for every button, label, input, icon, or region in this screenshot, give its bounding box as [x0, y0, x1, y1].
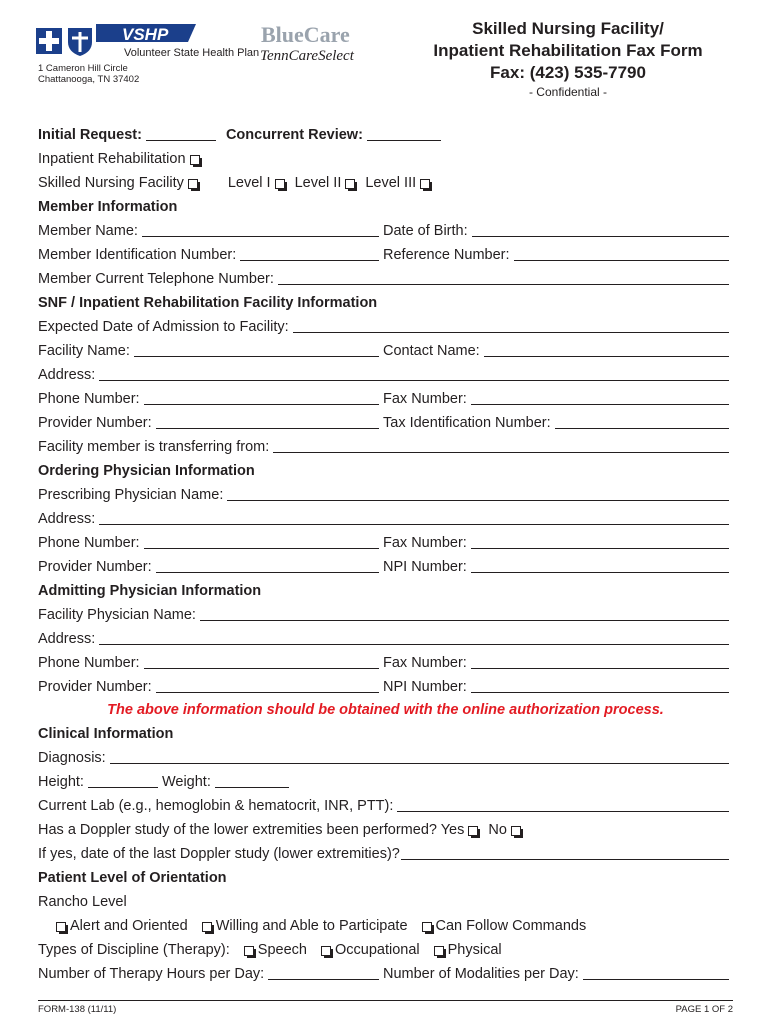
facility-heading: SNF / Inpatient Rehabilitation Facility Information	[38, 295, 378, 311]
reference-group	[383, 246, 733, 263]
contact-label: Contact Name:	[383, 343, 480, 359]
facility-address-row	[38, 359, 733, 383]
member-id-group	[38, 246, 383, 263]
rancho-options-row	[38, 910, 747, 934]
physical-label: Physical	[447, 942, 502, 958]
level1-checkbox[interactable]	[275, 179, 285, 189]
facility-provider-row	[38, 407, 733, 431]
admitting-phone-row	[38, 647, 733, 671]
dob-group	[383, 222, 733, 239]
admitting-provider-label: Provider Number:	[38, 679, 152, 695]
height-field[interactable]	[88, 773, 158, 788]
therapy-hours-field[interactable]	[268, 965, 379, 980]
facility-name-label: Facility Name:	[38, 343, 130, 359]
modalities-label: Number of Modalities per Day:	[383, 966, 579, 982]
admission-field[interactable]	[293, 318, 729, 333]
member-id-label: Member Identification Number:	[38, 247, 237, 263]
facility-fax-group	[383, 390, 733, 407]
member-name-label: Member Name:	[38, 223, 138, 239]
member-id-row	[38, 239, 733, 263]
willing-checkbox[interactable]	[202, 922, 212, 932]
height-weight-row	[38, 766, 733, 790]
member-name-field[interactable]	[142, 222, 379, 237]
facility-name-field[interactable]	[134, 342, 379, 357]
alert-checkbox[interactable]	[56, 922, 66, 932]
doppler-no-checkbox[interactable]	[511, 826, 521, 836]
commands-checkbox[interactable]	[422, 922, 432, 932]
reference-label: Reference Number:	[383, 247, 510, 263]
facility-phone-row	[38, 383, 733, 407]
ordering-name-field[interactable]	[227, 486, 729, 501]
initial-request-label: Initial Request:	[38, 127, 142, 143]
plan-name: Volunteer State Health Plan	[124, 47, 260, 59]
admitting-name-label: Facility Physician Name:	[38, 607, 196, 623]
therapy-hours-group	[38, 965, 383, 982]
admitting-provider-row	[38, 671, 733, 695]
plan-address	[38, 63, 139, 85]
modalities-field[interactable]	[583, 965, 729, 980]
physical-checkbox[interactable]	[434, 946, 444, 956]
inpatient-rehab-checkbox[interactable]	[190, 155, 200, 165]
doppler-label: Has a Doppler study of the lower extremities been performed? Yes	[38, 822, 465, 838]
occupational-label: Occupational	[334, 942, 420, 958]
doppler-date-row	[38, 838, 733, 862]
initial-request-field[interactable]	[146, 126, 216, 141]
facility-fax-label: Fax Number:	[383, 391, 467, 407]
admission-label: Expected Date of Admission to Facility:	[38, 319, 289, 335]
rancho-row	[38, 886, 733, 910]
discipline-row	[38, 934, 733, 958]
transfer-row	[38, 431, 733, 455]
admitting-fax-field[interactable]	[471, 654, 729, 669]
ordering-fax-label: Fax Number:	[383, 535, 467, 551]
tax-id-label: Tax Identification Number:	[383, 415, 551, 431]
admitting-address-label: Address:	[38, 631, 96, 647]
dob-field[interactable]	[472, 222, 729, 237]
ordering-provider-group	[38, 558, 383, 575]
fax-number-title: Fax: (423) 535-7790	[490, 63, 646, 82]
ordering-address-field[interactable]	[99, 510, 729, 525]
speech-checkbox[interactable]	[244, 946, 254, 956]
snf-checkbox[interactable]	[188, 179, 198, 189]
ordering-fax-group	[383, 534, 733, 551]
discipline-label: Types of Discipline (Therapy):	[38, 942, 230, 958]
tenncare-logo: TennCareSelect	[260, 48, 354, 64]
doppler-row	[38, 814, 733, 838]
ordering-name-row	[38, 479, 733, 503]
facility-provider-group	[38, 414, 383, 431]
modalities-group	[383, 965, 733, 982]
lab-label: Current Lab (e.g., hemoglobin & hematocrit, INR, PTT):	[38, 798, 394, 814]
admission-row	[38, 311, 733, 335]
doppler-no-label: No	[488, 822, 507, 838]
page-footer	[38, 1000, 733, 1015]
facility-phone-group	[38, 390, 383, 407]
request-type-row	[38, 119, 733, 143]
ordering-phone-row	[38, 527, 733, 551]
member-name-row	[38, 215, 733, 239]
contact-field[interactable]	[484, 342, 729, 357]
address-line2: Chattanooga, TN 37402	[38, 74, 140, 85]
ordering-phone-group	[38, 534, 383, 551]
bluecare-logo	[261, 22, 350, 48]
dob-label: Date of Birth:	[383, 223, 468, 239]
admitting-provider-field[interactable]	[156, 678, 379, 693]
level3-checkbox[interactable]	[420, 179, 430, 189]
admitting-name-row	[38, 599, 733, 623]
height-label: Height:	[38, 774, 84, 790]
member-phone-field[interactable]	[278, 270, 729, 285]
admitting-fax-group	[383, 654, 733, 671]
transfer-field[interactable]	[273, 438, 729, 453]
facility-name-row	[38, 335, 733, 359]
clinical-heading: Clinical Information	[38, 726, 174, 742]
form-number: FORM-138 (11/11)	[38, 1004, 117, 1015]
concurrent-review-label: Concurrent Review:	[225, 127, 363, 143]
admitting-provider-group	[38, 678, 383, 695]
form-title-block	[418, 18, 718, 100]
alert-label: Alert and Oriented	[70, 918, 188, 934]
weight-label: Weight:	[161, 774, 211, 790]
ordering-npi-field[interactable]	[471, 558, 729, 573]
ordering-address-label: Address:	[38, 511, 96, 527]
transfer-label: Facility member is transferring from:	[38, 439, 270, 455]
therapy-hours-label: Number of Therapy Hours per Day:	[38, 966, 265, 982]
admitting-npi-group	[383, 678, 733, 695]
diagnosis-label: Diagnosis:	[38, 750, 106, 766]
ordering-phone-label: Phone Number:	[38, 535, 140, 551]
bluecare-logo-text: BlueCare	[261, 22, 350, 47]
level3-label: Level III	[365, 175, 417, 191]
member-name-group	[38, 222, 383, 239]
doppler-date-field[interactable]	[401, 845, 729, 860]
commands-label: Can Follow Commands	[435, 918, 587, 934]
member-phone-label: Member Current Telephone Number:	[38, 271, 274, 287]
doppler-date-label: If yes, date of the last Doppler study (lower extremities)?	[38, 846, 400, 862]
therapy-hours-row	[38, 958, 733, 982]
inpatient-rehab-label: Inpatient Rehabilitation	[38, 151, 186, 167]
admitting-npi-label: NPI Number:	[383, 679, 467, 695]
occupational-checkbox[interactable]	[321, 946, 331, 956]
level1-label: Level I	[227, 175, 271, 191]
facility-phone-label: Phone Number:	[38, 391, 140, 407]
contact-group	[383, 342, 733, 359]
facility-phone-field[interactable]	[144, 390, 379, 405]
facility-provider-field[interactable]	[156, 414, 379, 429]
vshp-logo-text: VSHP	[122, 25, 169, 44]
reference-field[interactable]	[514, 246, 729, 261]
inpatient-rehab-row	[38, 143, 733, 167]
ordering-provider-field[interactable]	[156, 558, 379, 573]
ordering-address-row	[38, 503, 733, 527]
rancho-label: Rancho Level	[38, 894, 127, 910]
ordering-npi-group	[383, 558, 733, 575]
page-number: PAGE 1 OF 2	[675, 1004, 733, 1015]
ordering-provider-label: Provider Number:	[38, 559, 152, 575]
snf-label: Skilled Nursing Facility	[38, 175, 184, 191]
willing-label: Willing and Able to Participate	[215, 918, 408, 934]
lab-field[interactable]	[397, 797, 729, 812]
tax-id-group	[383, 414, 733, 431]
admitting-phone-label: Phone Number:	[38, 655, 140, 671]
admitting-heading: Admitting Physician Information	[38, 583, 262, 599]
address-line1: 1 Cameron Hill Circle	[38, 63, 128, 74]
admitting-name-field[interactable]	[200, 606, 729, 621]
ordering-phone-field[interactable]	[144, 534, 379, 549]
level2-checkbox[interactable]	[345, 179, 355, 189]
doppler-yes-checkbox[interactable]	[468, 826, 478, 836]
facility-address-field[interactable]	[99, 366, 729, 381]
member-heading: Member Information	[38, 199, 178, 215]
tax-id-field[interactable]	[555, 414, 729, 429]
diagnosis-field[interactable]	[110, 749, 729, 764]
member-phone-row	[38, 263, 733, 287]
member-id-field[interactable]	[240, 246, 379, 261]
authorization-notice: The above information should be obtained with the online authorization process.	[107, 702, 664, 718]
confidential-label: - Confidential -	[528, 85, 608, 99]
facility-fax-field[interactable]	[471, 390, 729, 405]
diagnosis-row	[38, 742, 733, 766]
ordering-npi-label: NPI Number:	[383, 559, 467, 575]
level2-label: Level II	[294, 175, 342, 191]
admitting-npi-field[interactable]	[471, 678, 729, 693]
admitting-address-row	[38, 623, 733, 647]
form-title-line1: Skilled Nursing Facility/	[472, 19, 664, 38]
facility-address-label: Address:	[38, 367, 96, 383]
ordering-name-label: Prescribing Physician Name:	[38, 487, 224, 503]
ordering-heading: Ordering Physician Information	[38, 463, 255, 479]
ordering-fax-field[interactable]	[471, 534, 729, 549]
form-title-line2: Inpatient Rehabilitation Fax Form	[433, 41, 703, 60]
snf-row	[38, 167, 733, 191]
facility-provider-label: Provider Number:	[38, 415, 152, 431]
admitting-fax-label: Fax Number:	[383, 655, 467, 671]
lab-row	[38, 790, 733, 814]
admitting-phone-group	[38, 654, 383, 671]
concurrent-review-field[interactable]	[367, 126, 441, 141]
admitting-address-field[interactable]	[99, 630, 729, 645]
ordering-provider-row	[38, 551, 733, 575]
facility-name-group	[38, 342, 383, 359]
orientation-heading: Patient Level of Orientation	[38, 870, 227, 886]
speech-label: Speech	[257, 942, 307, 958]
weight-field[interactable]	[215, 773, 289, 788]
admitting-phone-field[interactable]	[144, 654, 379, 669]
